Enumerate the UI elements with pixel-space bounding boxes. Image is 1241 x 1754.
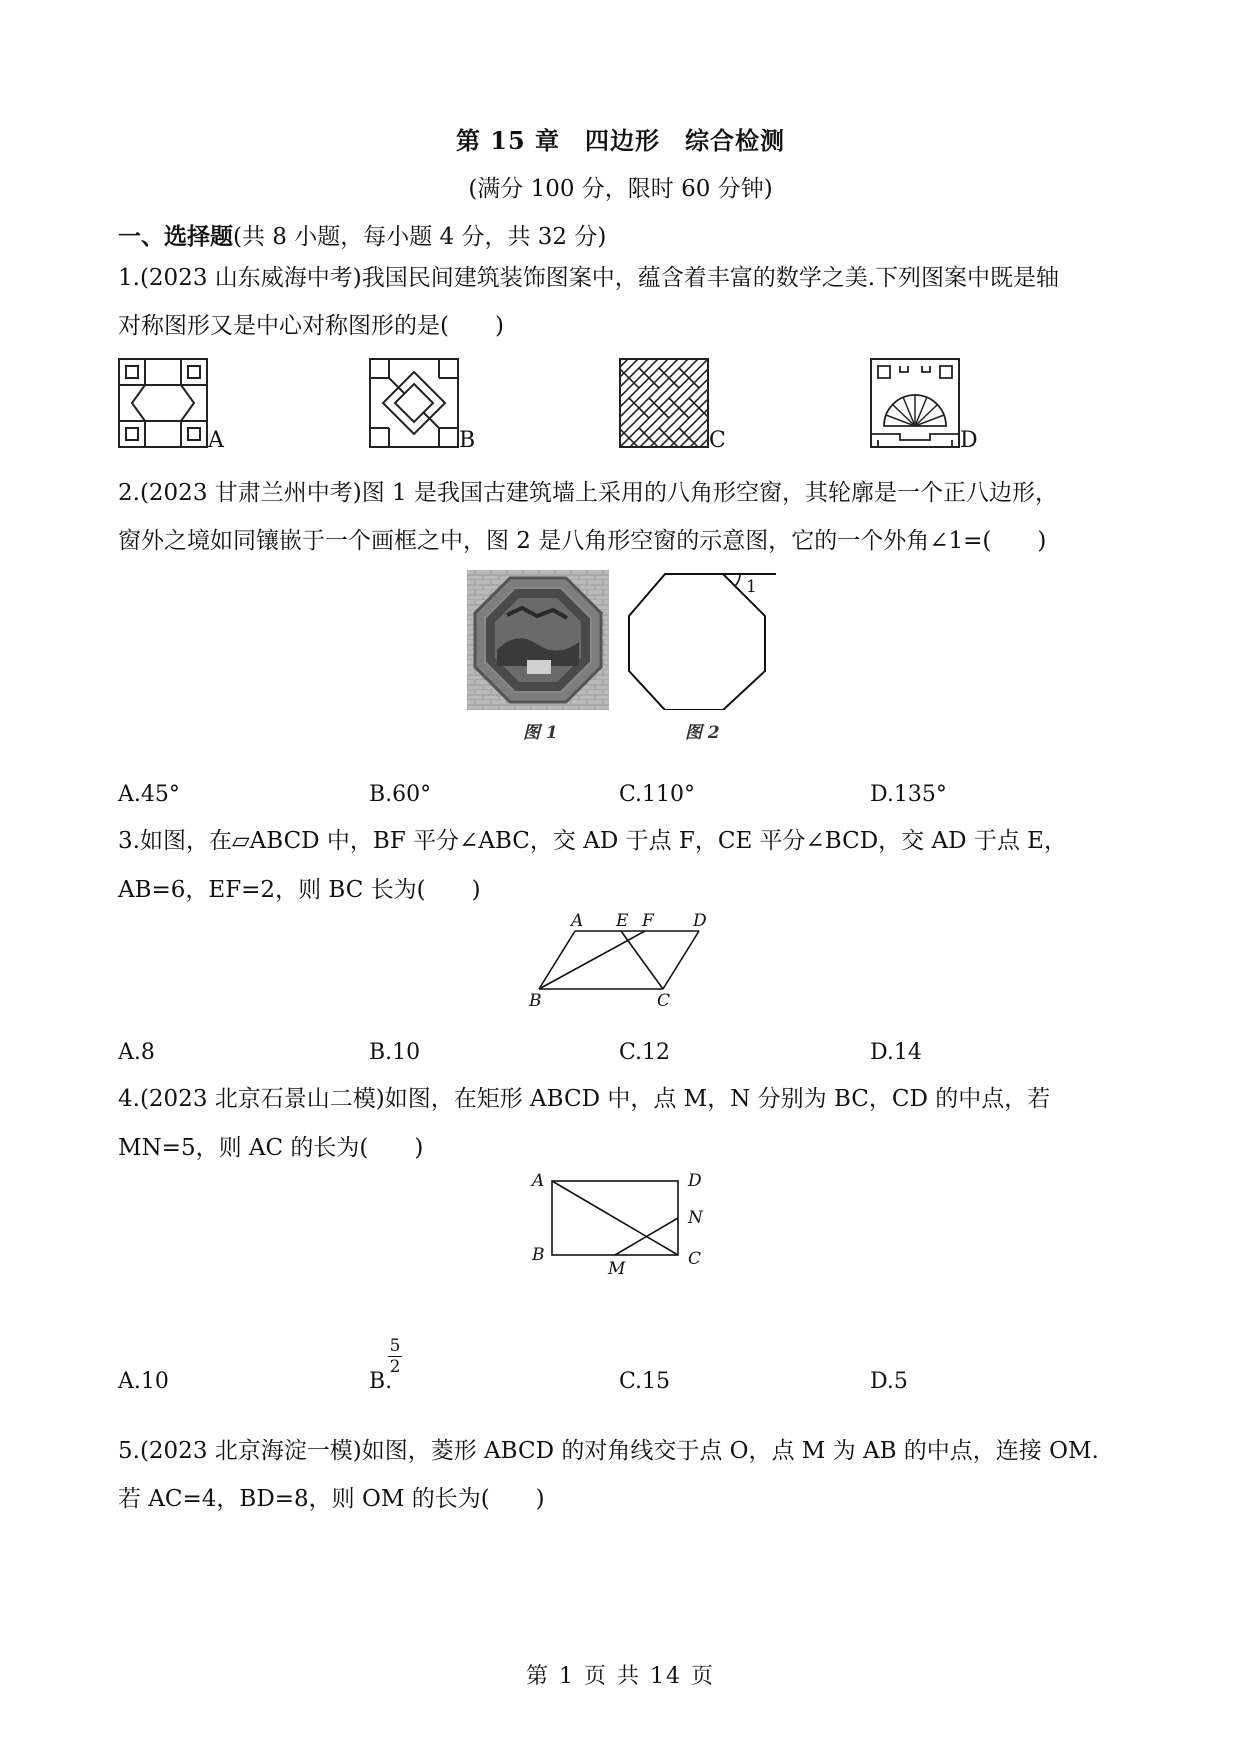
page-title: 第 15 章 四边形 综合检测 (455, 126, 786, 155)
q1-option-d: D (960, 428, 978, 453)
q3-point-b: B (529, 991, 542, 1010)
q2-line2: 窗外之境如同镶嵌于一个画框之中，图 2 是八角形空窗的示意图，它的一个外角∠1=( ) (118, 528, 1047, 554)
q2-option-d: D.135° (870, 782, 947, 807)
q3-point-d: D (693, 911, 707, 931)
q2-option-a: A.45° (118, 782, 180, 807)
q1-line2: 对称图形又是中心对称图形的是( ) (118, 313, 504, 339)
q2-fig2-caption: 图 2 (685, 723, 720, 743)
q3-line1: 3.如图，在▱ABCD 中，BF 平分∠ABC，交 AD 于点 F，CE 平分∠BCD，交 AD 于点 E， (118, 828, 1067, 854)
q4-point-b: B (532, 1245, 545, 1265)
section-label: 一、选择题 (118, 223, 233, 250)
q4-point-a: A (532, 1171, 545, 1191)
q3-option-b: B.10 (369, 1040, 421, 1065)
q4-rectangle-diagram (528, 1166, 718, 1278)
section-desc: (共 8 小题，每小题 4 分，共 32 分) (233, 224, 607, 250)
q2-angle-label: 1 (746, 577, 757, 597)
q4-option-b-numerator: 5 (389, 1336, 401, 1356)
q4-option-b-denominator: 2 (389, 1357, 401, 1377)
q2-option-b: B.60° (369, 782, 432, 807)
q4-option-a: A.10 (118, 1369, 169, 1394)
q3-line2: AB=6，EF=2，则 BC 长为( ) (118, 877, 481, 903)
q4-point-m: M (608, 1259, 626, 1278)
q4-option-d: D.5 (870, 1369, 908, 1394)
q4-option-b-fraction (388, 1337, 402, 1376)
q2-fig1-octagon-window-photo (467, 570, 609, 710)
q1-option-b: B (459, 428, 476, 453)
q5-line1: 5.(2023 北京海淀一模)如图，菱形 ABCD 的对角线交于点 O，点 M 为 AB 的中点，连接 OM. (118, 1438, 1099, 1464)
q4-point-d: D (688, 1171, 702, 1191)
q1-option-c: C (709, 428, 726, 453)
q2-option-c: C.110° (619, 782, 696, 807)
q5-line2: 若 AC=4，BD=8，则 OM 的长为( ) (118, 1486, 545, 1512)
q1-pattern-b (369, 358, 459, 448)
q3-option-d: D.14 (870, 1040, 922, 1065)
q2-fig1-caption: 图 1 (523, 723, 558, 743)
q4-line2: MN=5，则 AC 的长为( ) (118, 1135, 424, 1161)
q4-point-c: C (688, 1249, 702, 1269)
q4-point-n: N (688, 1208, 703, 1228)
q3-option-a: A.8 (118, 1040, 155, 1065)
q4-option-b: B. (369, 1369, 393, 1394)
q1-line1: 1.(2023 山东威海中考)我国民间建筑装饰图案中，蕴含着丰富的数学之美.下列图案中既是轴 (118, 265, 1060, 291)
section-heading (118, 218, 606, 251)
q3-point-c: C (657, 991, 671, 1010)
page-subtitle: (满分 100 分，限时 60 分钟) (468, 176, 773, 202)
q1-option-a: A (208, 428, 224, 453)
q3-point-e: E (616, 911, 629, 931)
q3-point-f: F (642, 911, 654, 931)
q2-fig2-octagon-diagram (628, 570, 778, 710)
q4-option-c: C.15 (619, 1369, 671, 1394)
q1-pattern-c (619, 358, 709, 448)
q2-line1: 2.(2023 甘肃兰州中考)图 1 是我国古建筑墙上采用的八角形空窗，其轮廓是一个正八边形， (118, 480, 1058, 506)
q3-parallelogram-diagram (525, 910, 725, 1010)
q4-line1: 4.(2023 北京石景山二模)如图，在矩形 ABCD 中，点 M，N 分别为 BC，CD 的中点，若 (118, 1086, 1051, 1112)
q3-point-a: A (571, 911, 584, 931)
q1-pattern-d (870, 358, 960, 448)
q1-pattern-a (118, 358, 208, 448)
page-footer: 第 1 页 共 14 页 (526, 1664, 715, 1689)
q3-option-c: C.12 (619, 1040, 671, 1065)
